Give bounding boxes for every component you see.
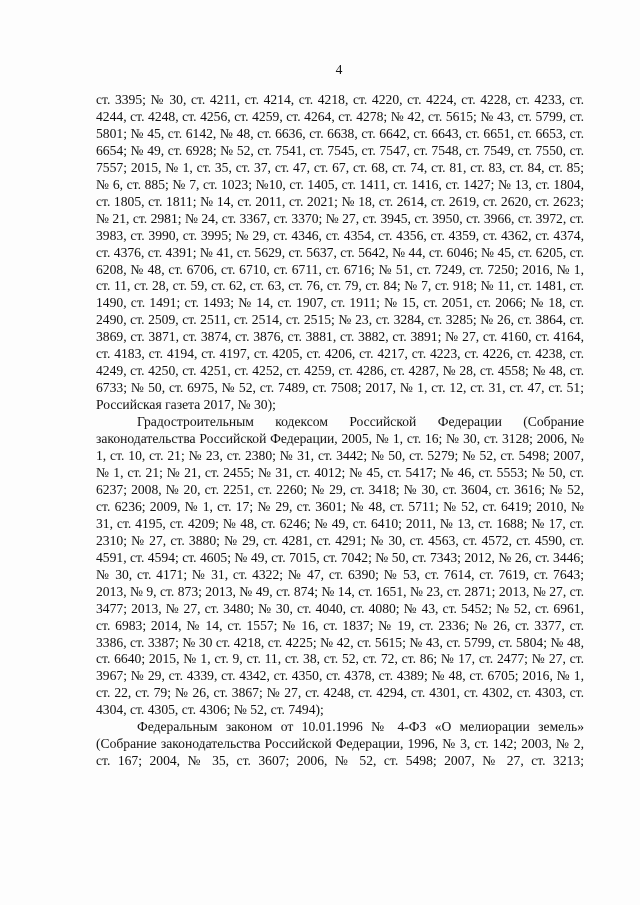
- paragraph-citations-continued: ст. 3395; № 30, ст. 4211, ст. 4214, ст. 4218, ст. 4220, ст. 4224, ст. 4228, ст. 4233, ст. 4244, ст. 4248, ст. 4256, ст. 4259, ст. 4264, ст. 4278; № 42, ст. 5615; № 43, ст. 5799, ст. 5801; № 45, ст. 6142, № 48, ст. 6636, ст. 6638, ст. 6642, ст. 6643, ст. 6651, ст. 6653, ст. 6654; № 49, ст. 6928; № 52, ст. 7541, ст. 7545, ст. 7547, ст. 7548, ст. 7549, ст. 7550, ст. 7557; 2015, № 1, ст. 35, ст. 37, ст. 47, ст. 67, ст. 68, ст. 74, ст. 81, ст. 83, ст. 84, ст. 85; № 6, ст. 885; № 7, ст. 1023; №10, ст. 1405, ст. 1411, ст. 1416, ст. 1427; № 13, ст. 1804, ст. 1805, ст. 1811; № 14, ст. 2011, ст. 2021; № 18, ст. 2614, ст. 2619, ст. 2620, ст. 2623; № 21, ст. 2981; № 24, ст. 3367, ст. 3370; № 27, ст. 3945, ст. 3950, ст. 3966, ст. 3972, ст. 3983, ст. 3990, ст. 3995; № 29, ст. 4346, ст. 4354, ст. 4356, ст. 4359, ст. 4362, ст. 4374, ст. 4376, ст. 4391; № 41, ст. 5629, ст. 5637, ст. 5642, № 44, ст. 6046; № 45, ст. 6205, ст. 6208, № 48, ст. 6706, ст. 6710, ст. 6711, ст. 6716; № 51, ст. 7249, ст. 7250; 2016, № 1, ст. 11, ст. 28, ст. 59, ст. 62, ст. 63, ст. 76, ст. 79, ст. 84; № 7, ст. 918; № 11, ст. 1481, ст. 1490, ст. 1491; ст. 1493; № 14, ст. 1907, ст. 1911; № 15, ст. 2051, ст. 2066; № 18, ст. 2490, ст. 2509, ст. 2511, ст. 2514, ст. 2515; № 23, ст. 3284, ст. 3285; № 26, ст. 3864, ст. 3869, ст. 3871, ст. 3874, ст. 3876, ст. 3881, ст. 3882, ст. 3891; № 27, ст. 4160, ст. 4164, ст. 4183, ст. 4194, ст. 4197, ст. 4205, ст. 4206, ст. 4217, ст. 4223, ст. 4226, ст. 4238, ст. 4249, ст. 4250, ст. 4251, ст. 4252, ст. 4259, ст. 4286, ст. 4287, № 28, ст. 4558; № 48, ст. 6733; № 50, ст. 6975, № 52, ст. 7489, ст. 7508; 2017, № 1, ст. 12, ст. 31, ст. 47, ст. 51; Российская газета 2017, № 30);: [96, 92, 584, 413]
- document-body: [96, 92, 584, 770]
- paragraph-urban-planning-code: Градостроительным кодексом Российской Федерации (Собрание законодательства Российской Федерации, 2005, № 1, ст. 16; № 30, ст. 3128; 2006, № 1, ст. 10, ст. 21; № 23, ст. 2380; № 31, ст. 3442; № 50, ст. 5279; № 52, ст. 5498; 2007, № 1, ст. 21; № 21, ст. 2455; № 31, ст. 4012; № 45, ст. 5417; № 46, ст. 5553; № 50, ст. 6237; 2008, № 20, ст. 2251, ст. 2260; № 29, ст. 3418; № 30, ст. 3604, ст. 3616; № 52, ст. 6236; 2009, № 1, ст. 17; № 29, ст. 3601; № 48, ст. 5711; № 52, ст. 6419; 2010, № 31, ст. 4195, ст. 4209; № 48, ст. 6246; № 49, ст. 6410; 2011, № 13, ст. 1688; № 17, ст. 2310; № 27, ст. 3880; № 29, ст. 4281, ст. 4291; № 30, ст. 4563, ст. 4572, ст. 4590, ст. 4591, ст. 4594; ст. 4605; № 49, ст. 7015, ст. 7042; № 50, ст. 7343; 2012, № 26, ст. 3446; № 30, ст. 4171; № 31, ст. 4322; № 47, ст. 6390; № 53, ст. 7614, ст. 7619, ст. 7643; 2013, № 9, ст. 873; 2013, № 49, ст. 874; № 14, ст. 1651, № 23, ст. 2871; 2013, № 27, ст. 3477; 2013, № 27, ст. 3480; № 30, ст. 4040, ст. 4080; № 43, ст. 5452; № 52, ст. 6961, ст. 6983; 2014, № 14, ст. 1557; № 16, ст. 1837; № 19, ст. 2336; № 26, ст. 3377, ст. 3386, ст. 3387; № 30 ст. 4218, ст. 4225; № 42, ст. 5615; № 43, ст. 5799, ст. 5804; № 48, ст. 6640; 2015, № 1, ст. 9, ст. 11, ст. 38, ст. 52, ст. 72, ст. 86; № 17, ст. 2477; № 27, ст. 3967; № 29, ст. 4339, ст. 4342, ст. 4350, ст. 4378, ст. 4389; № 48, ст. 6705; 2016, № 1, ст. 22, ст. 79; № 26, ст. 3867; № 27, ст. 4248, ст. 4294, ст. 4301, ст. 4302, ст. 4303, ст. 4304, ст. 4305, ст. 4306; № 52, ст. 7494);: [96, 414, 584, 718]
- page-number: 4: [335, 62, 343, 77]
- paragraph-melioration-law: Федеральным законом от 10.01.1996 № 4-ФЗ «О мелиорации земель» (Собрание законодательства Российской Федерации, 1996, № 3, ст. 142; 2003, № 2, ст. 167; 2004, № 35, ст. 3607; 2006, № 52, ст. 5498; 2007, № 27, ст. 3213;: [96, 719, 584, 769]
